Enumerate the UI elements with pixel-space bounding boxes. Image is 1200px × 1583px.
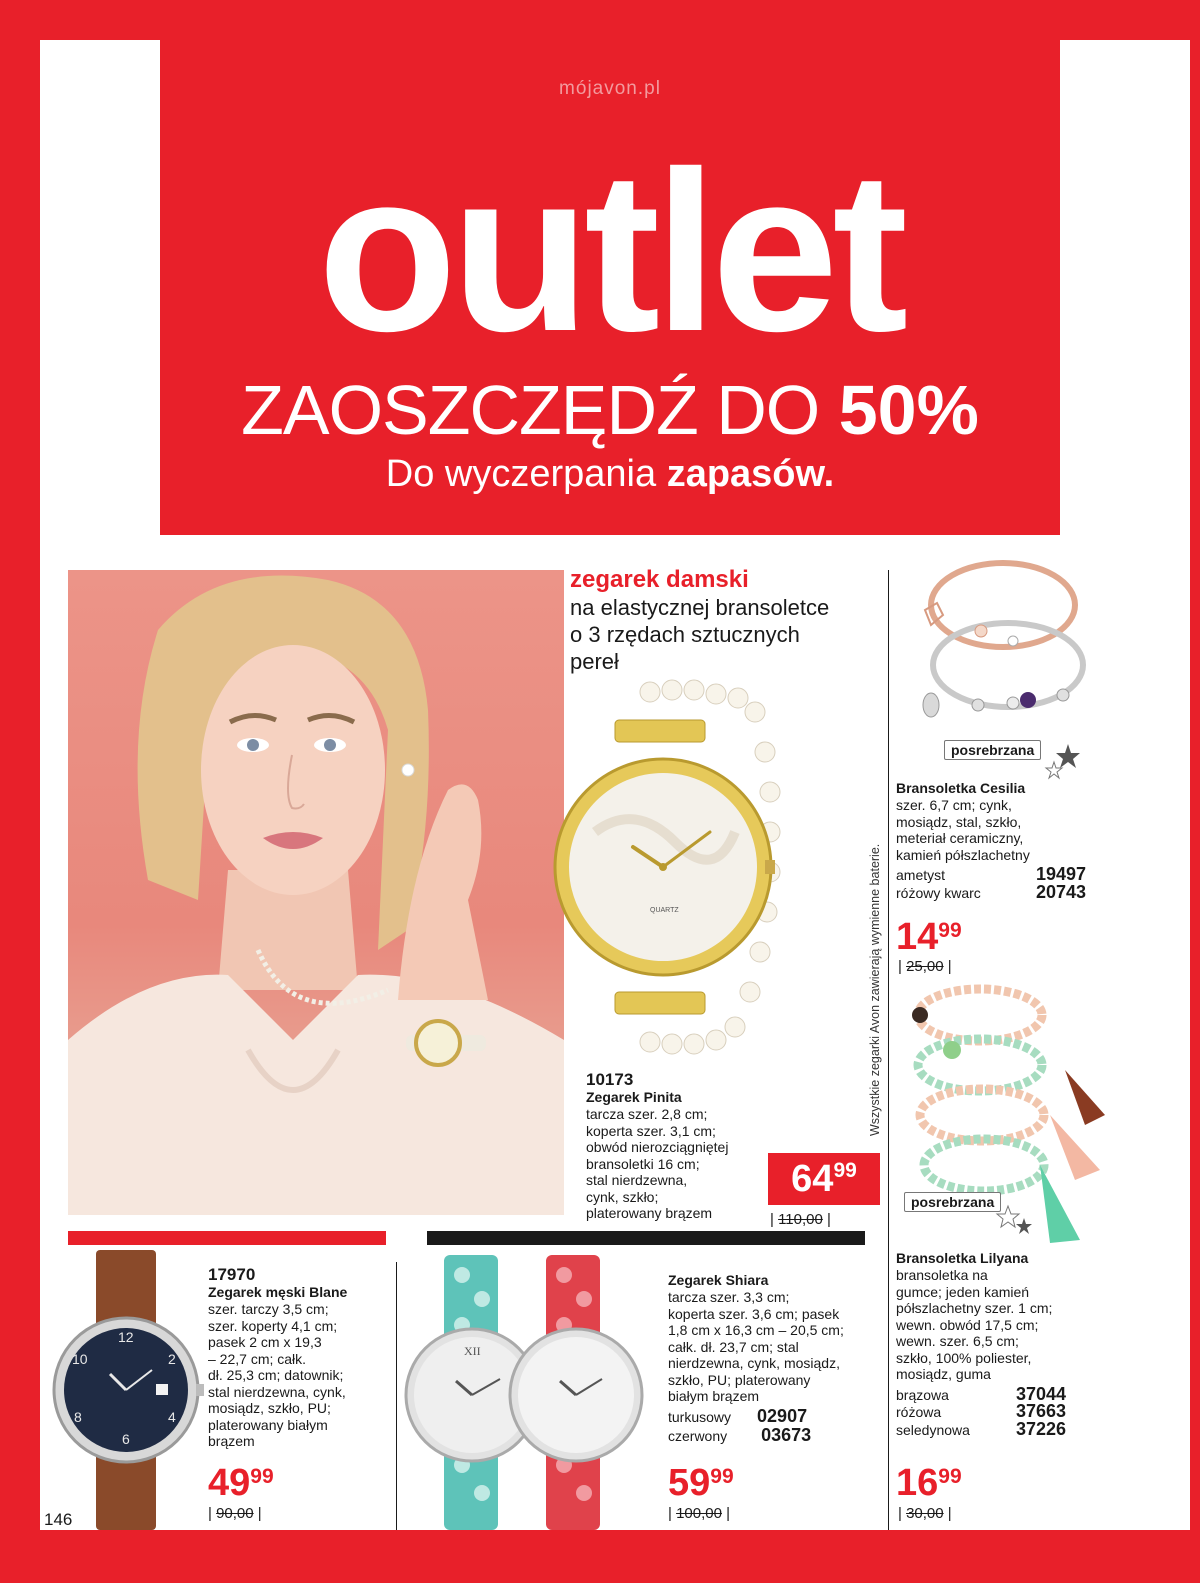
pinita-price bbox=[768, 1153, 880, 1205]
pinita-old-price: | 110,00 | bbox=[770, 1211, 831, 1228]
lilyana-variant-2: różowa 37663 bbox=[896, 1401, 1066, 1421]
pinita-desc-3: obwód nierozciągniętej bbox=[586, 1139, 729, 1155]
shiara-price: 5999 bbox=[668, 1462, 734, 1504]
section-subline-3: pereł bbox=[570, 649, 619, 674]
page-number: 146 bbox=[44, 1510, 73, 1529]
blane-code: 17970 bbox=[208, 1265, 256, 1284]
pinita-desc-4: bransoletki 16 cm; bbox=[586, 1155, 700, 1172]
section-title bbox=[570, 566, 890, 675]
save-headline bbox=[160, 368, 1060, 452]
cesilia-desc-1: szer. 6,7 cm; cynk, bbox=[896, 797, 1012, 813]
pinita-desc-2: koperta szer. 3,1 cm; bbox=[586, 1122, 716, 1139]
cesilia-bracelet-image bbox=[903, 545, 1083, 735]
column-divider bbox=[888, 570, 889, 1530]
red-frame-left bbox=[0, 0, 40, 1583]
section-bar-red bbox=[68, 1231, 386, 1245]
lilyana-old-price: | 30,00 | bbox=[898, 1505, 952, 1522]
blane-price: 4999 bbox=[208, 1462, 274, 1504]
pinita-watch-image bbox=[555, 672, 795, 1072]
pinita-desc-1: tarcza szer. 2,8 cm; bbox=[586, 1106, 708, 1122]
cesilia-price: 1499 bbox=[896, 916, 962, 958]
red-frame-top-right bbox=[1060, 0, 1200, 40]
pinita-old-price-value: 110,00 bbox=[778, 1211, 823, 1228]
cesilia-name: Bransoletka Cesilia bbox=[896, 780, 1026, 796]
bottom-divider bbox=[396, 1262, 397, 1530]
cesilia-desc-2: mosiądz, stal, szkło, bbox=[896, 813, 1022, 830]
lilyana-badge: posrebrzana bbox=[904, 1192, 1001, 1212]
star-icon bbox=[1040, 740, 1080, 780]
shiara-watch-image bbox=[404, 1255, 659, 1530]
product-shiara: Zegarek Shiara tarcza szer. 3,3 cm; koperta szer. 3,6 cm; pasek 1,8 cm x 16,3 cm – 20,5 cm; całk. dł. 23,7 cm; stal nierdzewna, cynk, mosiądz, szkło, PU; platerowany białym brązem turkusowy 02907 czerwony 03673 bbox=[668, 1272, 878, 1445]
blane-old-price: | 90,00 | bbox=[208, 1505, 262, 1522]
pinita-code: 10173 bbox=[586, 1070, 634, 1089]
shiara-name: Zegarek Shiara bbox=[668, 1272, 769, 1288]
pinita-dial-brand: QUARTZ bbox=[650, 907, 679, 914]
product-blane: 17970 Zegarek męski Blane szer. tarczy 3,5 cm; szer. koperty 4,1 cm; pasek 2 cm x 19,3 – 22,7 cm; całk. dł. 25,3 cm; datownik; stal nierdzewna, cynk, mosiądz, szkło, PU; platerowany białym brązem bbox=[208, 1265, 388, 1450]
stock-line bbox=[160, 448, 1060, 500]
blane-numeral-6: 6 bbox=[122, 1431, 130, 1447]
cesilia-badge: posrebrzana bbox=[944, 740, 1041, 760]
pinita-desc-7: platerowany brązem bbox=[586, 1205, 713, 1221]
model-illustration bbox=[68, 570, 564, 1215]
product-cesilia bbox=[896, 780, 1086, 901]
pinita-desc-6: cynk, szkło; bbox=[586, 1188, 659, 1205]
shiara-variant-2: czerwony 03673 bbox=[668, 1425, 812, 1445]
blane-numeral-10: 10 bbox=[72, 1351, 88, 1367]
blane-name: Zegarek męski Blane bbox=[208, 1284, 348, 1300]
lilyana-variant-3: seledynowa 37226 bbox=[896, 1418, 1066, 1439]
cesilia-desc-3: meteriał ceramiczny, bbox=[896, 830, 1024, 846]
red-frame-bottom bbox=[0, 1530, 1200, 1583]
section-subline-1: na elastycznej bransoletce bbox=[570, 595, 830, 620]
lilyana-price: 1699 bbox=[896, 1462, 962, 1504]
section-bar-black bbox=[427, 1231, 865, 1245]
product-lilyana: Bransoletka Lilyana bransoletka na gumce; jeden kamień półszlachetny szer. 1 cm; wewn. obwód 17,5 cm; wewn. szer. 6,5 cm; szkło, 100% poliester, mosiądz, guma brązowa 37044 różowa 37663 seledynowa 37226 bbox=[896, 1250, 1066, 1439]
lilyana-name: Bransoletka Lilyana bbox=[896, 1250, 1029, 1266]
red-frame-top-left bbox=[0, 0, 160, 40]
save-percent: 50% bbox=[838, 371, 979, 449]
cesilia-old-price: | 25,00 | bbox=[898, 958, 952, 975]
red-frame-right bbox=[1190, 0, 1200, 1583]
site-url: mójavon.pl bbox=[559, 78, 661, 99]
blane-watch-image bbox=[52, 1250, 202, 1530]
stock-bold: zapasów. bbox=[666, 453, 835, 495]
shiara-variant-1: turkusowy 02907 bbox=[668, 1405, 808, 1426]
cesilia-variant-2: różowy kwarc 20743 bbox=[896, 881, 1086, 902]
pinita-name: Zegarek Pinita bbox=[586, 1089, 682, 1105]
save-text: ZAOSZCZĘDŹ DO bbox=[241, 371, 820, 449]
model-photo bbox=[68, 570, 564, 1215]
blane-numeral-12: 12 bbox=[118, 1329, 134, 1345]
blane-numeral-8: 8 bbox=[74, 1409, 82, 1425]
shiara-old-price: | 100,00 | bbox=[668, 1505, 731, 1522]
blane-numeral-2: 2 bbox=[168, 1351, 176, 1367]
section-subline-2: o 3 rzędach sztucznych bbox=[570, 622, 800, 647]
lilyana-variant-1: brązowa 37044 bbox=[896, 1383, 1066, 1404]
pinita-desc-5: stal nierdzewna, bbox=[586, 1172, 688, 1188]
section-heading: zegarek damski bbox=[570, 566, 749, 593]
cesilia-variant-1: ametyst 19497 bbox=[896, 864, 1086, 884]
product-pinita bbox=[586, 1070, 766, 1222]
pinita-price-main: 64 bbox=[791, 1158, 834, 1200]
outlet-title: outlet bbox=[317, 125, 903, 379]
batteries-note: Wszystkie zegarki Avon zawierają wymienne baterie. bbox=[868, 843, 882, 1136]
shiara-numeral: XII bbox=[464, 1344, 481, 1358]
blane-numeral-4: 4 bbox=[168, 1409, 176, 1425]
cesilia-desc-4: kamień półszlachetny bbox=[896, 846, 1030, 863]
star-icon-2 bbox=[996, 1200, 1036, 1240]
stock-text: Do wyczerpania bbox=[385, 453, 657, 495]
pinita-price-dec: 99 bbox=[833, 1159, 857, 1182]
